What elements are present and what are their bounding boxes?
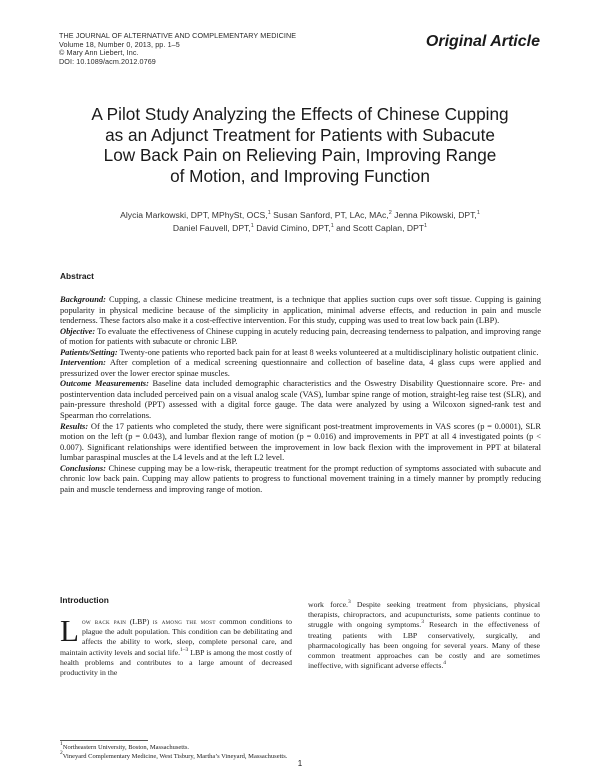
copyright: © Mary Ann Liebert, Inc.	[59, 48, 139, 58]
abstract-label: Results:	[60, 420, 89, 431]
article-type-badge: Original Article	[425, 33, 540, 50]
author-name: Alycia Markowski, DPT, MPhySt, OCS,	[120, 210, 268, 220]
intro-column-right: work force.$^3$ Despite seeking treatment from physicians, physical therapists, chiropractors, and acupuncturists, some patients continue to struggle with ongoing symptoms.$^3$ Research in the effectiveness of treating patients with LBP conservatively, surgically, and pharmacologically has been ongoing for several years. Many of these common treatment approaches can be costly and are sometimes ineffective, with significant adverse effects.$^4$	[308, 599, 540, 671]
affiliation-marker: 1	[476, 210, 480, 216]
footnote-divider	[60, 740, 148, 741]
title-line: Low Back Pain on Relieving Pain, Improving Range	[103, 145, 497, 165]
footnote: $^2$Vineyard Complementary Medicine, West Tisbury, Martha’s Vineyard, Massachusetts.	[60, 750, 288, 760]
abstract-conclusions: Conclusions: Chinese cupping may be a low-risk, therapeutic treatment for the prompt reduction of symptoms associated with subacute and chronic low back pain. Cupping may allow patients to progress to functional movement training in a timely manner by promptly reducing pain and muscle tenderness and improving range of motion.	[60, 462, 541, 494]
journal-name: THE JOURNAL OF ALTERNATIVE AND COMPLEMENTARY MEDICINE	[59, 31, 297, 40]
abstract-label: Patients/Setting:	[60, 346, 118, 357]
introduction-heading: Introduction	[60, 595, 109, 605]
affiliation-marker: 2	[388, 210, 392, 216]
title-line: of Motion, and Improving Function	[170, 165, 430, 186]
abstract-label: Objective:	[60, 325, 96, 336]
citation: 3	[347, 599, 351, 605]
abstract-label: Conclusions:	[60, 462, 106, 473]
affiliation-marker: 1	[267, 210, 271, 216]
abstract-results: Results: Of the 17 patients who completed the study, there were significant post-treatment improvements in VAS scores (p = 0.0001), SLR motion on the left (p = 0.043), and lumbar flexion range of motion (p = 0.016) and improvements in PPT at all 4 investigated points (p < 0.007). Significant relationships were identified between the improvement in low back flexion with the improvement in PPT at bilateral lumbar paraspinal muscles at the L4 levels and at the left L2 level.	[60, 420, 541, 463]
abstract-label: Intervention:	[60, 357, 106, 368]
affiliation-marker: 1	[424, 223, 428, 229]
abstract-intervention: Intervention: After completion of a medical screening questionnaire and collection of baseline data, 4 glass cups were applied and pressurized over the lower erector spinae muscles.	[60, 357, 541, 378]
author-name: Susan Sanford, PT, LAc, MAc,	[270, 210, 389, 220]
abstract-label: Background:	[60, 294, 106, 304]
title-line: A Pilot Study Analyzing the Effects of Chinese Cupping	[91, 104, 509, 124]
article-title	[60, 104, 540, 186]
footnote: $^1$Northeastern University, Boston, Massachusetts.	[60, 741, 190, 751]
citation: 1–3	[180, 646, 189, 653]
intro-column-left: Low back pain (LBP) is among the most common conditions to plague the adult population. This condition can be debilitating and affects the ability to work, sleep, complete personal care, and maintain activity levels and social life.$^{1-3}$ LBP is among the most costly of health problems and contributes to a large amount of decreased productivity in the	[60, 613, 293, 678]
journal-header	[59, 32, 296, 66]
abstract-outcomes: Outcome Measurements: Baseline data included demographic characteristics and the Oswestry Disability Questionnaire score. Pre- and postintervention data included perceived pain on a visual analog scale (VAS), lumbar spine range of motion, straight-leg raise test (SLR), and pain-pressure threshold (PPT) assessed with a digital force gauge. The data were analyzed by using a Wilcoxon signed-rank test and Spearman rho correlations.	[60, 378, 541, 421]
abstract-patients: Patients/Setting: Twenty-one patients who reported back pain for at least 8 weeks volunteered at a multidisciplinary holistic outpatient clinic.	[60, 346, 539, 357]
affiliation-marker: 1	[250, 223, 254, 229]
journal-volume: Volume 18, Number 0, 2013, pp. 1–5	[59, 39, 180, 49]
drop-cap: L	[60, 613, 79, 648]
author-name: Jenna Pikowski, DPT,	[391, 210, 477, 220]
affiliation-marker: 1	[330, 223, 334, 229]
author-list	[60, 209, 540, 235]
title-line: as an Adjunct Treatment for Patients with Subacute	[105, 124, 495, 145]
author-name: Daniel Fauvell, DPT,	[172, 223, 251, 233]
page-number: 1	[297, 759, 303, 768]
citation: 4	[443, 660, 447, 667]
abstract-label: Outcome Measurements:	[60, 378, 149, 389]
abstract-heading: Abstract	[60, 271, 94, 281]
abstract-body	[60, 294, 541, 494]
citation: 3	[421, 619, 424, 626]
author-name: and Scott Caplan, DPT	[333, 223, 425, 233]
abstract-objective: Objective: To evaluate the effectiveness of Chinese cupping in acutely reducing pain, decreasing tenderness to palpation, and improving range of motion for patients with subacute or chronic LBP.	[60, 325, 541, 347]
abstract-background: Background: Cupping, a classic Chinese medicine treatment, is a technique that applies suction cups over soft tissue. Cupping is gaining popularity in physical medicine because of the simplicity in application, minimal adverse effects, and reduction in pain and muscle tenderness. These factors also make it a cost-effective intervention. For this study, cupping was used to treat low back pain (LBP).	[60, 294, 541, 326]
doi[interactable]: DOI: 10.1089/acm.2012.0769	[59, 56, 156, 66]
author-name: David Cimino, DPT,	[253, 223, 331, 233]
